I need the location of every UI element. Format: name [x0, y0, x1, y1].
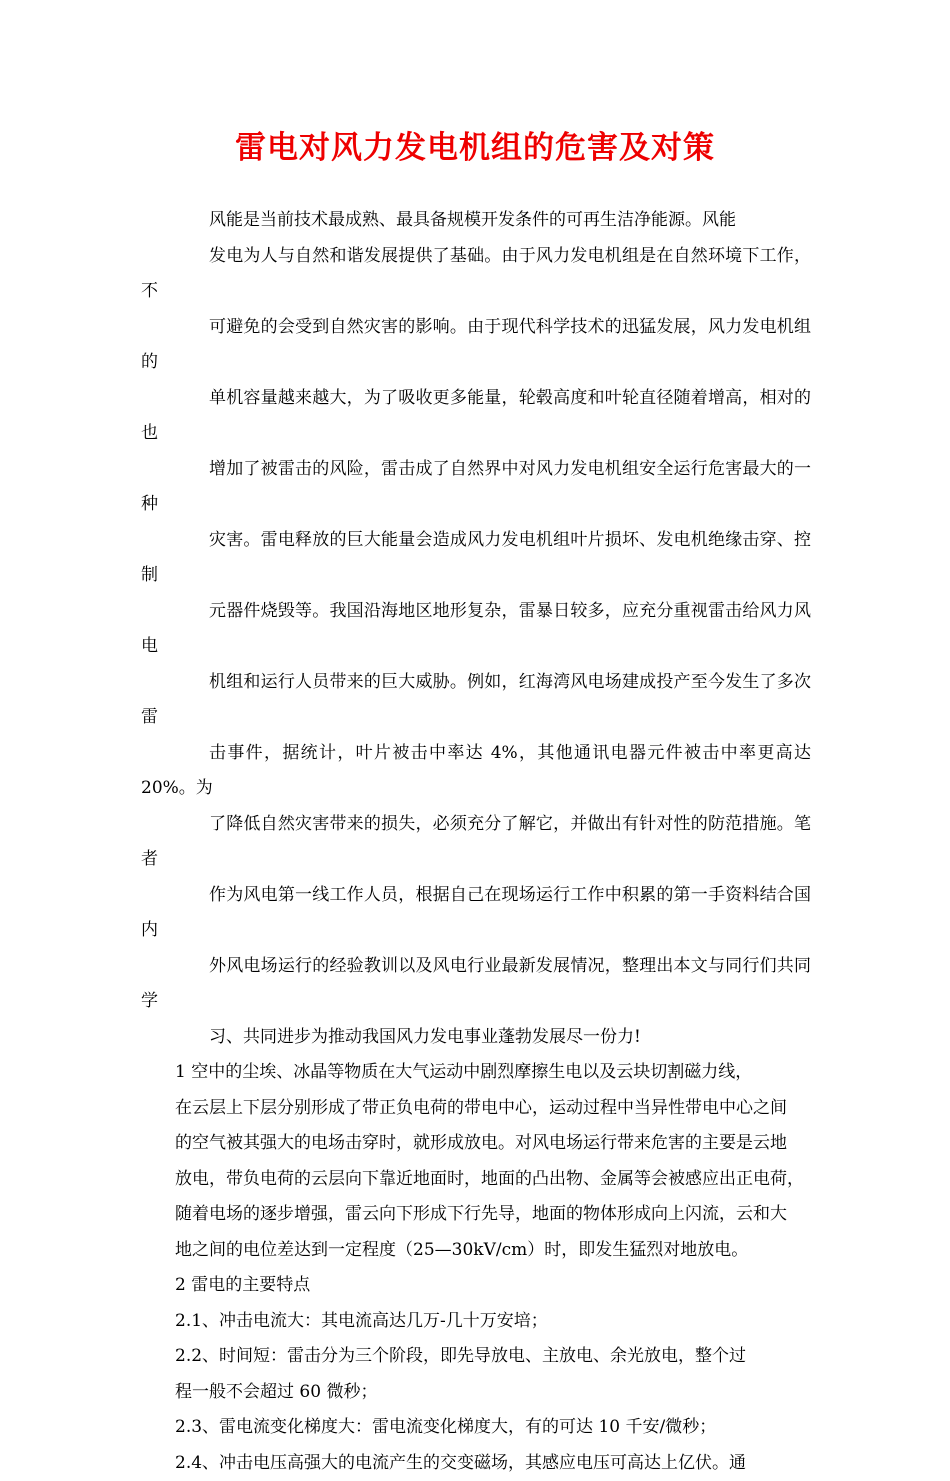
section1-paragraph — [141, 1055, 811, 1268]
item-2-4: 2.4、冲击电压高强大的电流产生的交变磁场，其感应电压可高达上亿伏。通 — [141, 1446, 811, 1481]
item-2-1: 2.1、冲击电流大：其电流高达几万-几十万安培； — [141, 1304, 811, 1340]
intro-line: 增加了被雷击的风险，雷击成了自然界中对风力发电机组安全运行危害最大的一种 — [141, 452, 811, 523]
item-2-2-line: 2.2、时间短：雷击分为三个阶段，即先导放电、主放电、余光放电，整个过 — [141, 1339, 811, 1375]
intro-line: 作为风电第一线工作人员，根据自己在现场运行工作中积累的第一手资料结合国内 — [141, 878, 811, 949]
intro-line: 击事件，据统计，叶片被击中率达 4%，其他通讯电器元件被击中率更高达 20%。为 — [141, 736, 811, 807]
item-2-3: 2.3、雷电流变化梯度大：雷电流变化梯度大，有的可达 10 千安/微秒； — [141, 1410, 811, 1446]
section1-line: 随着电场的逐步增强，雷云向下形成下行先导，地面的物体形成向上闪流，云和大 — [141, 1197, 811, 1233]
intro-line: 可避免的会受到自然灾害的影响。由于现代科学技术的迅猛发展，风力发电机组的 — [141, 310, 811, 381]
section1-line: 1 空中的尘埃、冰晶等物质在大气运动中剧烈摩擦生电以及云块切割磁力线， — [141, 1055, 811, 1091]
section1-line: 的空气被其强大的电场击穿时，就形成放电。对风电场运行带来危害的主要是云地 — [141, 1126, 811, 1162]
item-2-2-line: 程一般不会超过 60 微秒； — [141, 1375, 811, 1411]
intro-paragraph — [141, 203, 811, 1055]
intro-line: 习、共同进步为推动我国风力发电事业蓬勃发展尽一份力! — [141, 1020, 811, 1056]
section1-line: 放电，带负电荷的云层向下靠近地面时，地面的凸出物、金属等会被感应出正电荷， — [141, 1162, 811, 1198]
intro-line: 发电为人与自然和谐发展提供了基础。由于风力发电机组是在自然环境下工作，不 — [141, 239, 811, 310]
intro-line: 外风电场运行的经验教训以及风电行业最新发展情况，整理出本文与同行们共同学 — [141, 949, 811, 1020]
intro-line: 单机容量越来越大，为了吸收更多能量，轮毂高度和叶轮直径随着增高，相对的也 — [141, 381, 811, 452]
intro-line: 灾害。雷电释放的巨大能量会造成风力发电机组叶片损坏、发电机绝缘击穿、控制 — [141, 523, 811, 594]
section1-line: 在云层上下层分别形成了带正负电荷的带电中心，运动过程中当异性带电中心之间 — [141, 1091, 811, 1127]
intro-line: 机组和运行人员带来的巨大威胁。例如，红海湾风电场建成投产至今发生了多次雷 — [141, 665, 811, 736]
intro-line: 元器件烧毁等。我国沿海地区地形复杂，雷暴日较多，应充分重视雷击给风力风电 — [141, 594, 811, 665]
section2-heading: 2 雷电的主要特点 — [141, 1268, 811, 1304]
intro-line: 了降低自然灾害带来的损失，必须充分了解它，并做出有针对性的防范措施。笔者 — [141, 807, 811, 878]
section1-line: 地之间的电位差达到一定程度（25—30kV/cm）时，即发生猛烈对地放电。 — [141, 1233, 811, 1269]
document-title: 雷电对风力发电机组的危害及对策 — [0, 126, 950, 170]
intro-line: 风能是当前技术最成熟、最具备规模开发条件的可再生洁净能源。风能 — [141, 203, 811, 239]
document-body — [141, 203, 811, 1481]
item-2-2 — [141, 1339, 811, 1410]
